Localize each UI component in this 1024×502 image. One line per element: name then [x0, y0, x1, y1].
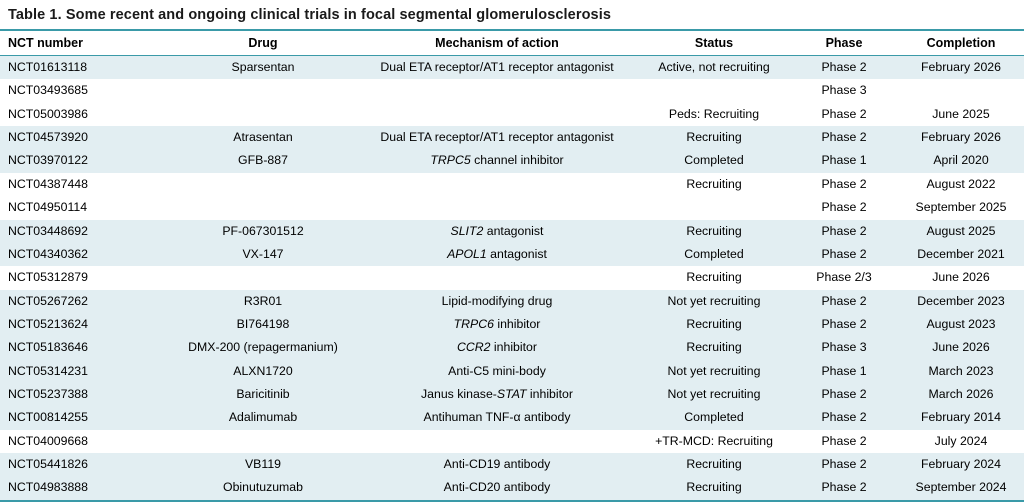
cell-drug: VX-147: [170, 243, 356, 266]
cell-drug: [170, 430, 356, 453]
cell-completion: February 2024: [898, 453, 1024, 476]
table-row: [0, 56, 1024, 80]
cell-completion: August 2023: [898, 313, 1024, 336]
cell-status: Recruiting: [638, 126, 790, 149]
cell-completion: September 2024: [898, 476, 1024, 500]
column-header-drug: Drug: [170, 30, 356, 56]
table-row: [0, 126, 1024, 149]
cell-nct-number: NCT05314231: [0, 360, 170, 383]
table-body: [0, 56, 1024, 501]
cell-phase: Phase 2: [790, 103, 898, 126]
table-header-row: [0, 30, 1024, 56]
cell-completion: February 2026: [898, 56, 1024, 80]
cell-phase: Phase 3: [790, 336, 898, 359]
cell-completion: [898, 79, 1024, 102]
cell-nct-number: NCT01613118: [0, 56, 170, 80]
cell-phase: Phase 2: [790, 453, 898, 476]
cell-nct-number: NCT03448692: [0, 220, 170, 243]
column-header-phase: Phase: [790, 30, 898, 56]
table-header: [0, 30, 1024, 56]
cell-mechanism: Dual ETA receptor/AT1 receptor antagonist: [356, 126, 638, 149]
cell-drug: Obinutuzumab: [170, 476, 356, 500]
cell-phase: Phase 2: [790, 406, 898, 429]
cell-drug: DMX-200 (repagermanium): [170, 336, 356, 359]
cell-phase: Phase 2: [790, 430, 898, 453]
cell-mechanism: [356, 103, 638, 126]
cell-mechanism: Antihuman TNF-α antibody: [356, 406, 638, 429]
table-row: [0, 196, 1024, 219]
table-row: [0, 79, 1024, 102]
cell-phase: Phase 2: [790, 243, 898, 266]
cell-phase: Phase 1: [790, 149, 898, 172]
cell-phase: Phase 2: [790, 173, 898, 196]
table-caption: [0, 0, 1024, 29]
cell-completion: August 2022: [898, 173, 1024, 196]
cell-status: [638, 79, 790, 102]
cell-nct-number: NCT05441826: [0, 453, 170, 476]
cell-completion: December 2023: [898, 290, 1024, 313]
column-header-mechanism: Mechanism of action: [356, 30, 638, 56]
cell-nct-number: NCT05183646: [0, 336, 170, 359]
cell-completion: February 2026: [898, 126, 1024, 149]
table-row: [0, 266, 1024, 289]
table-row: [0, 453, 1024, 476]
cell-drug: [170, 266, 356, 289]
cell-nct-number: NCT05237388: [0, 383, 170, 406]
cell-drug: BI764198: [170, 313, 356, 336]
table-row: [0, 173, 1024, 196]
cell-completion: March 2023: [898, 360, 1024, 383]
cell-nct-number: NCT03970122: [0, 149, 170, 172]
cell-nct-number: NCT04387448: [0, 173, 170, 196]
cell-drug: Sparsentan: [170, 56, 356, 80]
cell-status: Not yet recruiting: [638, 290, 790, 313]
column-header-status: Status: [638, 30, 790, 56]
cell-status: Completed: [638, 406, 790, 429]
cell-mechanism: [356, 266, 638, 289]
cell-nct-number: NCT05213624: [0, 313, 170, 336]
cell-status: Not yet recruiting: [638, 360, 790, 383]
cell-status: Active, not recruiting: [638, 56, 790, 80]
table-row: [0, 243, 1024, 266]
cell-nct-number: NCT04983888: [0, 476, 170, 500]
cell-mechanism: [356, 173, 638, 196]
cell-mechanism: Lipid-modifying drug: [356, 290, 638, 313]
cell-drug: ALXN1720: [170, 360, 356, 383]
cell-phase: Phase 2: [790, 476, 898, 500]
cell-drug: Adalimumab: [170, 406, 356, 429]
cell-mechanism: CCR2 inhibitor: [356, 336, 638, 359]
cell-completion: July 2024: [898, 430, 1024, 453]
cell-drug: R3R01: [170, 290, 356, 313]
column-header-completion: Completion: [898, 30, 1024, 56]
cell-mechanism: APOL1 antagonist: [356, 243, 638, 266]
cell-status: Recruiting: [638, 266, 790, 289]
cell-completion: April 2020: [898, 149, 1024, 172]
cell-phase: Phase 2: [790, 56, 898, 80]
cell-phase: Phase 2: [790, 126, 898, 149]
cell-drug: GFB-887: [170, 149, 356, 172]
cell-completion: March 2026: [898, 383, 1024, 406]
cell-drug: PF-067301512: [170, 220, 356, 243]
cell-nct-number: NCT05003986: [0, 103, 170, 126]
cell-nct-number: NCT03493685: [0, 79, 170, 102]
cell-mechanism: TRPC5 channel inhibitor: [356, 149, 638, 172]
cell-drug: [170, 79, 356, 102]
cell-drug: Atrasentan: [170, 126, 356, 149]
cell-status: Not yet recruiting: [638, 383, 790, 406]
table-row: [0, 383, 1024, 406]
cell-drug: [170, 103, 356, 126]
cell-mechanism: TRPC6 inhibitor: [356, 313, 638, 336]
cell-completion: February 2014: [898, 406, 1024, 429]
table-row: [0, 103, 1024, 126]
cell-status: Recruiting: [638, 220, 790, 243]
cell-mechanism: [356, 79, 638, 102]
cell-phase: Phase 3: [790, 79, 898, 102]
cell-nct-number: NCT04950114: [0, 196, 170, 219]
table-row: [0, 476, 1024, 500]
cell-drug: [170, 196, 356, 219]
cell-status: Recruiting: [638, 453, 790, 476]
table-caption-text: Some recent and ongoing clinical trials in focal segmental glomerulosclerosis: [65, 7, 612, 23]
cell-status: Peds: Recruiting: [638, 103, 790, 126]
cell-mechanism: Anti-CD19 antibody: [356, 453, 638, 476]
table-row: [0, 360, 1024, 383]
cell-drug: Baricitinib: [170, 383, 356, 406]
table-row: [0, 313, 1024, 336]
cell-mechanism: [356, 196, 638, 219]
cell-phase: Phase 1: [790, 360, 898, 383]
cell-nct-number: NCT04009668: [0, 430, 170, 453]
cell-status: Recruiting: [638, 313, 790, 336]
column-header-nct-number: NCT number: [0, 30, 170, 56]
cell-phase: Phase 2/3: [790, 266, 898, 289]
cell-nct-number: NCT04573920: [0, 126, 170, 149]
cell-mechanism: [356, 430, 638, 453]
cell-nct-number: NCT04340362: [0, 243, 170, 266]
cell-completion: June 2025: [898, 103, 1024, 126]
cell-status: +TR-MCD: Recruiting: [638, 430, 790, 453]
cell-nct-number: NCT00814255: [0, 406, 170, 429]
cell-drug: VB119: [170, 453, 356, 476]
cell-status: Completed: [638, 149, 790, 172]
cell-mechanism: Anti-C5 mini-body: [356, 360, 638, 383]
cell-mechanism: Janus kinase-STAT inhibitor: [356, 383, 638, 406]
table-row: [0, 220, 1024, 243]
cell-completion: June 2026: [898, 336, 1024, 359]
cell-status: Recruiting: [638, 173, 790, 196]
cell-status: Completed: [638, 243, 790, 266]
cell-nct-number: NCT05312879: [0, 266, 170, 289]
cell-phase: Phase 2: [790, 196, 898, 219]
clinical-trials-table: [0, 29, 1024, 502]
cell-phase: Phase 2: [790, 383, 898, 406]
table-row: [0, 430, 1024, 453]
cell-status: Recruiting: [638, 336, 790, 359]
cell-phase: Phase 2: [790, 220, 898, 243]
cell-mechanism: Anti-CD20 antibody: [356, 476, 638, 500]
cell-status: [638, 196, 790, 219]
cell-nct-number: NCT05267262: [0, 290, 170, 313]
cell-phase: Phase 2: [790, 290, 898, 313]
table-row: [0, 406, 1024, 429]
table-row: [0, 336, 1024, 359]
cell-drug: [170, 173, 356, 196]
cell-phase: Phase 2: [790, 313, 898, 336]
cell-completion: December 2021: [898, 243, 1024, 266]
table-caption-label: Table 1.: [8, 7, 62, 23]
table-row: [0, 290, 1024, 313]
cell-completion: September 2025: [898, 196, 1024, 219]
cell-status: Recruiting: [638, 476, 790, 500]
table-row: [0, 149, 1024, 172]
cell-completion: June 2026: [898, 266, 1024, 289]
cell-mechanism: Dual ETA receptor/AT1 receptor antagonist: [356, 56, 638, 80]
cell-completion: August 2025: [898, 220, 1024, 243]
cell-mechanism: SLIT2 antagonist: [356, 220, 638, 243]
